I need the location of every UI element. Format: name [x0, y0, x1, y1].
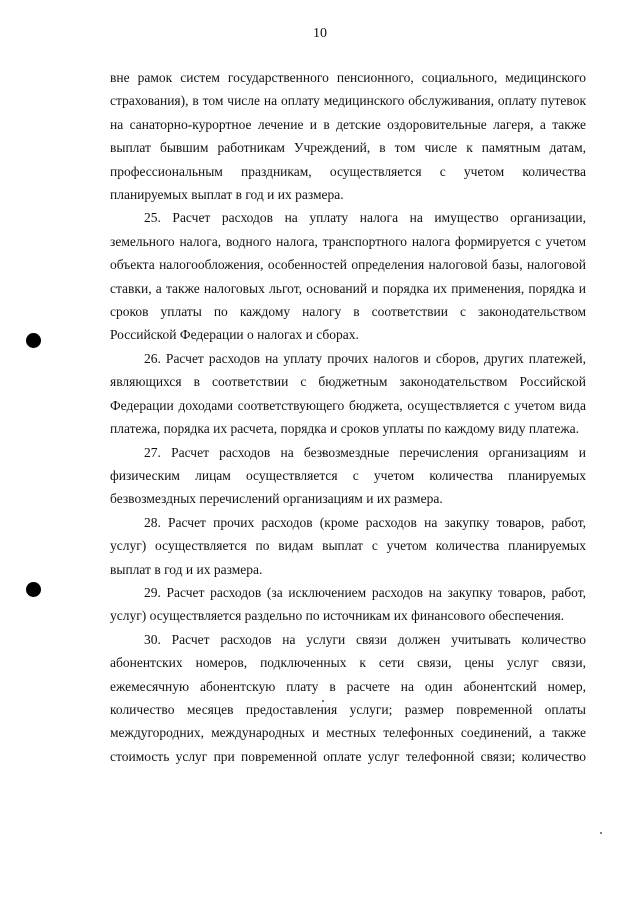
text-line: 26. Расчет расходов на уплату прочих налогов и сборов, других платежей, — [144, 350, 586, 366]
text-line: вне рамок систем государственного пенсионного, социального, медицинского — [110, 70, 586, 85]
text-line: услуг) осуществляется раздельно по источникам их финансового обеспечения. — [110, 608, 565, 624]
paragraph-continuation — [110, 66, 586, 206]
text-line: Федерации доходами соответствующего бюджета, осуществляется с учетом вида — [110, 397, 586, 413]
text-line: количество месяцев предоставления услуги; размер повременной оплаты — [110, 701, 586, 717]
text-line: земельного налога, водного налога, транспортного налога формируется с учетом — [110, 233, 586, 249]
text-line: планируемых выплат в год и их размера. — [110, 187, 344, 203]
text-line: междугородних, международных и местных телефонных соединений, а также — [110, 725, 586, 741]
punch-hole-mark — [26, 333, 41, 348]
scan-speck — [600, 832, 602, 834]
paragraph-27 — [110, 441, 586, 511]
text-line: ежемесячную абонентскую плату в расчете на один абонентский номер, — [110, 678, 586, 694]
text-line: абонентских номеров, подключенных к сети связи, цены услуг связи, — [110, 655, 586, 671]
paragraph-28 — [110, 511, 586, 581]
text-line: 27. Расчет расходов на безвозмездные перечисления организациям и — [144, 444, 586, 460]
paragraph-25 — [110, 206, 586, 346]
text-line: являющихся в соответствии с бюджетным законодательством Российской — [110, 374, 586, 390]
punch-hole-mark — [26, 582, 41, 597]
text-line: ставки, а также налоговых льгот, оснований и порядка их применения, порядка и — [110, 280, 586, 296]
text-line: профессиональным праздникам, осуществляется с учетом количества — [110, 163, 586, 179]
paragraph-30 — [110, 628, 586, 768]
text-line: страхования), в том числе на оплату медицинского обслуживания, оплату путевок — [110, 93, 586, 109]
paragraph-29 — [110, 581, 586, 628]
document-body — [110, 66, 586, 768]
paragraph-26 — [110, 347, 586, 441]
text-line: платежа, порядка их расчета, порядка и сроков уплаты по каждому виду платежа. — [110, 421, 580, 437]
text-line: выплат в год и их размера. — [110, 561, 263, 577]
text-line: 28. Расчет прочих расходов (кроме расходов на закупку товаров, работ, — [144, 514, 586, 530]
text-line: сроков уплаты по каждому налогу в соответствии с законодательством — [110, 304, 586, 320]
text-line: 25. Расчет расходов на уплату налога на имущество организации, — [144, 210, 586, 226]
text-line: безвозмездных перечислений организациям и их размера. — [110, 491, 443, 507]
text-line: стоимость услуг при повременной оплате услуг телефонной связи; количество — [110, 748, 586, 764]
text-line: услуг) осуществляется по видам выплат с учетом количества планируемых — [110, 538, 586, 554]
text-line: 29. Расчет расходов (за исключением расходов на закупку товаров, работ, — [144, 584, 586, 600]
text-line: на санаторно-курортное лечение и в детские оздоровительные лагеря, а также — [110, 116, 586, 132]
text-line: 30. Расчет расходов на услуги связи должен учитывать количество — [144, 631, 586, 647]
page-number: 10 — [313, 26, 327, 41]
text-line: Российской Федерации о налогах и сборах. — [110, 327, 359, 343]
text-line: физическим лицам осуществляется с учетом количества планируемых — [110, 467, 586, 483]
text-line: объекта налогообложения, особенностей определения налоговой базы, налоговой — [110, 257, 586, 273]
text-line: выплат бывшим работникам Учреждений, в том числе к памятным датам, — [110, 140, 586, 156]
